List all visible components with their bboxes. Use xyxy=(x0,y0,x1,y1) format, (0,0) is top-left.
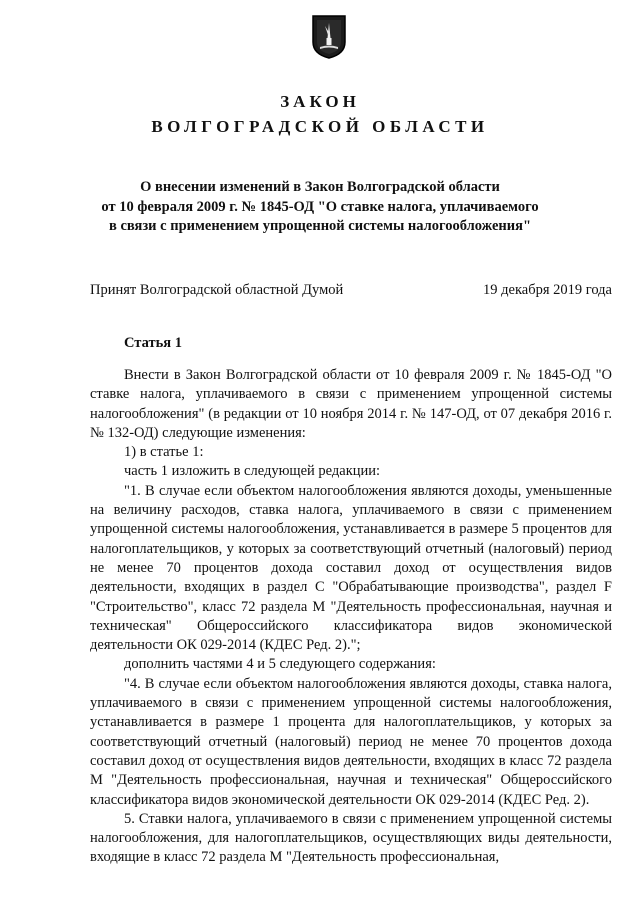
volgograd-region-coat-of-arms-icon xyxy=(311,14,347,60)
article-heading: Статья 1 xyxy=(124,335,182,351)
paragraph: дополнить частями 4 и 5 следующего содержания: xyxy=(124,656,436,673)
adopted-by: Принят Волгоградской областной Думой xyxy=(90,282,344,298)
article-body xyxy=(90,366,612,868)
paragraph: "1. В случае если объектом налогообложения являются доходы, уменьшенные на величину расходов, ставка налога, уплачиваемого в связи с применением упрощенной системы налогообложения, устанавливается в размере 5 процентов для налогоплательщиков, у которых за соответствующий отчетный (налоговый) период не менее 70 процентов дохода составил доход от осуществления видов деятельности, входящих в раздел C "Обрабатывающие производства", раздел F "Строительство", класс 72 раздела M "Деятельность профессиональная, научная и техническая" Общероссийского классификатора видов экономической деятельности ОК 029-2014 (КДЕС Ред. 2)."; xyxy=(90,482,612,654)
caption-line: в связи с применением упрощенной системы налогообложения" xyxy=(108,218,532,234)
adoption-line xyxy=(90,282,612,299)
paragraph: Внести в Закон Волгоградской области от 10 февраля 2009 г. № 1845-ОД "О ставке налога, уплачиваемого в связи с применением упрощенной системы налогообложения" (в редакции от 10 ноября 2014 г. № 147-ОД, от 07 декабря 2016 г. № 132-ОД) следующие изменения: xyxy=(90,367,612,441)
paragraph: 5. Ставки налога, уплачиваемого в связи с применением упрощенной системы налогообложения, для налогоплательщиков, осуществляющих виды деятельности, входящие в класс 72 раздела M "Деятельность профессиональная, xyxy=(90,810,612,866)
law-title: ЗАКОН xyxy=(280,92,360,111)
law-caption xyxy=(90,178,550,237)
paragraph: часть 1 изложить в следующей редакции: xyxy=(124,463,381,480)
caption-line: от 10 февраля 2009 г. № 1845-ОД "О ставке налога, уплачиваемого xyxy=(101,198,539,215)
law-subtitle: ВОЛГОГРАДСКОЙ ОБЛАСТИ xyxy=(151,117,489,136)
adoption-date: 19 декабря 2019 года xyxy=(483,282,612,298)
paragraph: 1) в статье 1: xyxy=(124,444,204,461)
paragraph: "4. В случае если объектом налогообложения являются доходы, ставка налога, уплачиваемого в связи с применением упрощенной системы налогообложения, устанавливается в размере 1 процента для налогоплательщиков, у которых за соответствующий отчетный (налоговый) период не менее 70 процентов дохода составил доход от осуществления видов деятельности, входящих в класс 72 раздела M "Деятельность профессиональная, научная и техническая" Общероссийского классификатора видов экономической деятельности ОК 029-2014 (КДЕС Ред. 2). xyxy=(90,675,612,808)
caption-line: О внесении изменений в Закон Волгоградской области xyxy=(140,179,500,195)
